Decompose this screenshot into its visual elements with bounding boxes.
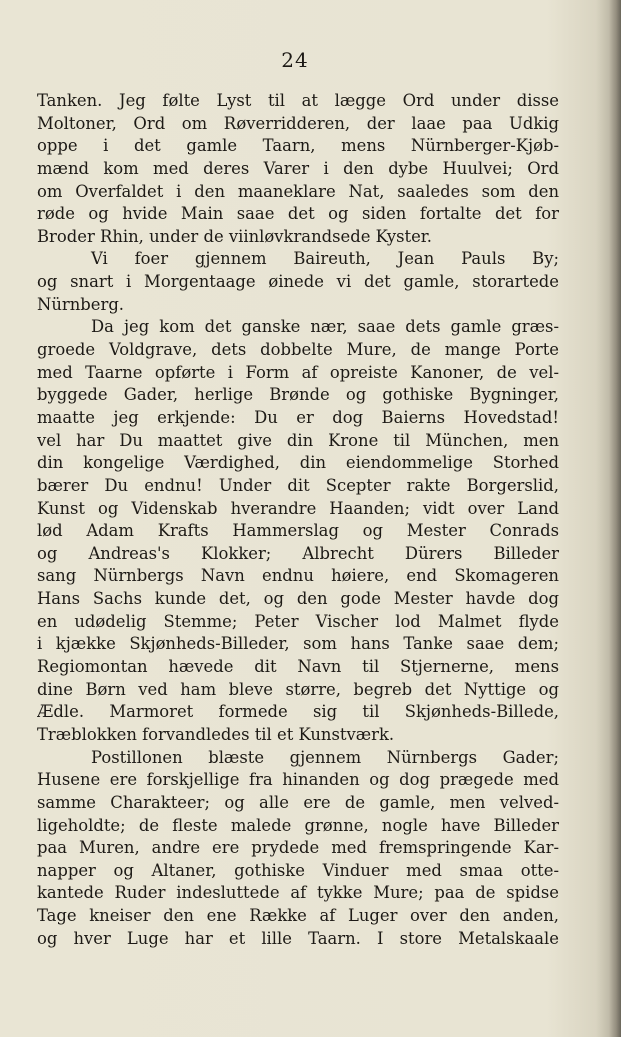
text-line: Broder Rhin, under de viinløvkrandsede Kyster.	[37, 226, 433, 246]
text-line: napper og Altaner, gothiske Vinduer med smaa otte-	[37, 860, 559, 880]
text-line: Moltoner, Ord om Røverridderen, der laae paa Udkig	[37, 113, 559, 133]
text-line: Vi foer gjennem Baireuth, Jean Pauls By;	[91, 249, 559, 269]
text-line: kantede Ruder indesluttede af tykke Mure; paa de spidse	[37, 883, 559, 903]
text-line: Tage kneiser den ene Række af Luger over den anden,	[37, 906, 559, 926]
text-line: maatte jeg erkjende: Du er dog Baierns Hovedstad!	[37, 407, 559, 427]
body-text	[37, 90, 559, 950]
text-line: samme Charakteer; og alle ere de gamle, men velved-	[37, 792, 559, 812]
text-line: og Andreas's Klokker; Albrecht Dürers Billeder	[37, 543, 559, 563]
text-line: Kunst og Videnskab hverandre Haanden; vidt over Land	[37, 498, 559, 518]
text-line: i kjække Skjønheds-Billeder, som hans Tanke saae dem;	[37, 634, 559, 654]
text-line: Husene ere forskjellige fra hinanden og dog prægede med	[37, 770, 559, 790]
text-line: paa Muren, andre ere prydede med fremspringende Kar-	[37, 838, 559, 858]
text-line: og hver Luge har et lille Taarn. I store Metalskaale	[37, 928, 559, 948]
text-line: byggede Gader, herlige Brønde og gothiske Bygninger,	[37, 385, 559, 405]
text-line: med Taarne opførte i Form af opreiste Kanoner, de vel-	[37, 362, 559, 382]
text-line: mænd kom med deres Varer i den dybe Huulvei; Ord	[37, 158, 559, 178]
text-line: og snart i Morgentaage øinede vi det gamle, storartede	[37, 272, 559, 292]
text-line: dine Børn ved ham bleve større, begreb det Nyttige og	[37, 679, 559, 699]
text-line: Hans Sachs kunde det, og den gode Mester havde dog	[37, 589, 559, 609]
text-line: lød Adam Krafts Hammerslag og Mester Conrads	[37, 521, 559, 541]
text-line: ligeholdte; de fleste malede grønne, nogle have Billeder	[37, 815, 559, 835]
text-line: Ædle. Marmoret formede sig til Skjønheds-Billede,	[37, 702, 559, 722]
text-line: din kongelige Værdighed, din eiendommelige Storhed	[37, 453, 559, 473]
text-line: bærer Du endnu! Under dit Scepter rakte Borgerslid,	[37, 475, 559, 495]
text-line: Da jeg kom det ganske nær, saae dets gamle græs-	[91, 317, 559, 337]
text-line: Postillonen blæste gjennem Nürnbergs Gader;	[91, 747, 559, 767]
page-edge-shadow	[609, 0, 621, 1037]
text-line: oppe i det gamle Taarn, mens Nürnberger-Kjøb-	[37, 136, 559, 156]
text-line: en udødelig Stemme; Peter Vischer lod Malmet flyde	[37, 611, 559, 631]
text-line: Tanken. Jeg følte Lyst til at lægge Ord under disse	[37, 91, 559, 110]
text-line: vel har Du maattet give din Krone til München, men	[37, 430, 559, 450]
text-line: om Overfaldet i den maaneklare Nat, saaledes som den	[37, 181, 559, 201]
page-number: 24	[281, 48, 309, 72]
text-line: Træblokken forvandledes til et Kunstværk.	[37, 724, 395, 744]
text-line: Nürnberg.	[37, 294, 125, 314]
text-line: groede Voldgrave, dets dobbelte Mure, de mange Porte	[37, 340, 559, 360]
text-line: sang Nürnbergs Navn endnu høiere, end Skomageren	[37, 566, 559, 586]
text-line: røde og hvide Main saae det og siden fortalte det for	[37, 204, 559, 224]
text-line: Regiomontan hævede dit Navn til Stjernerne, mens	[37, 657, 559, 677]
